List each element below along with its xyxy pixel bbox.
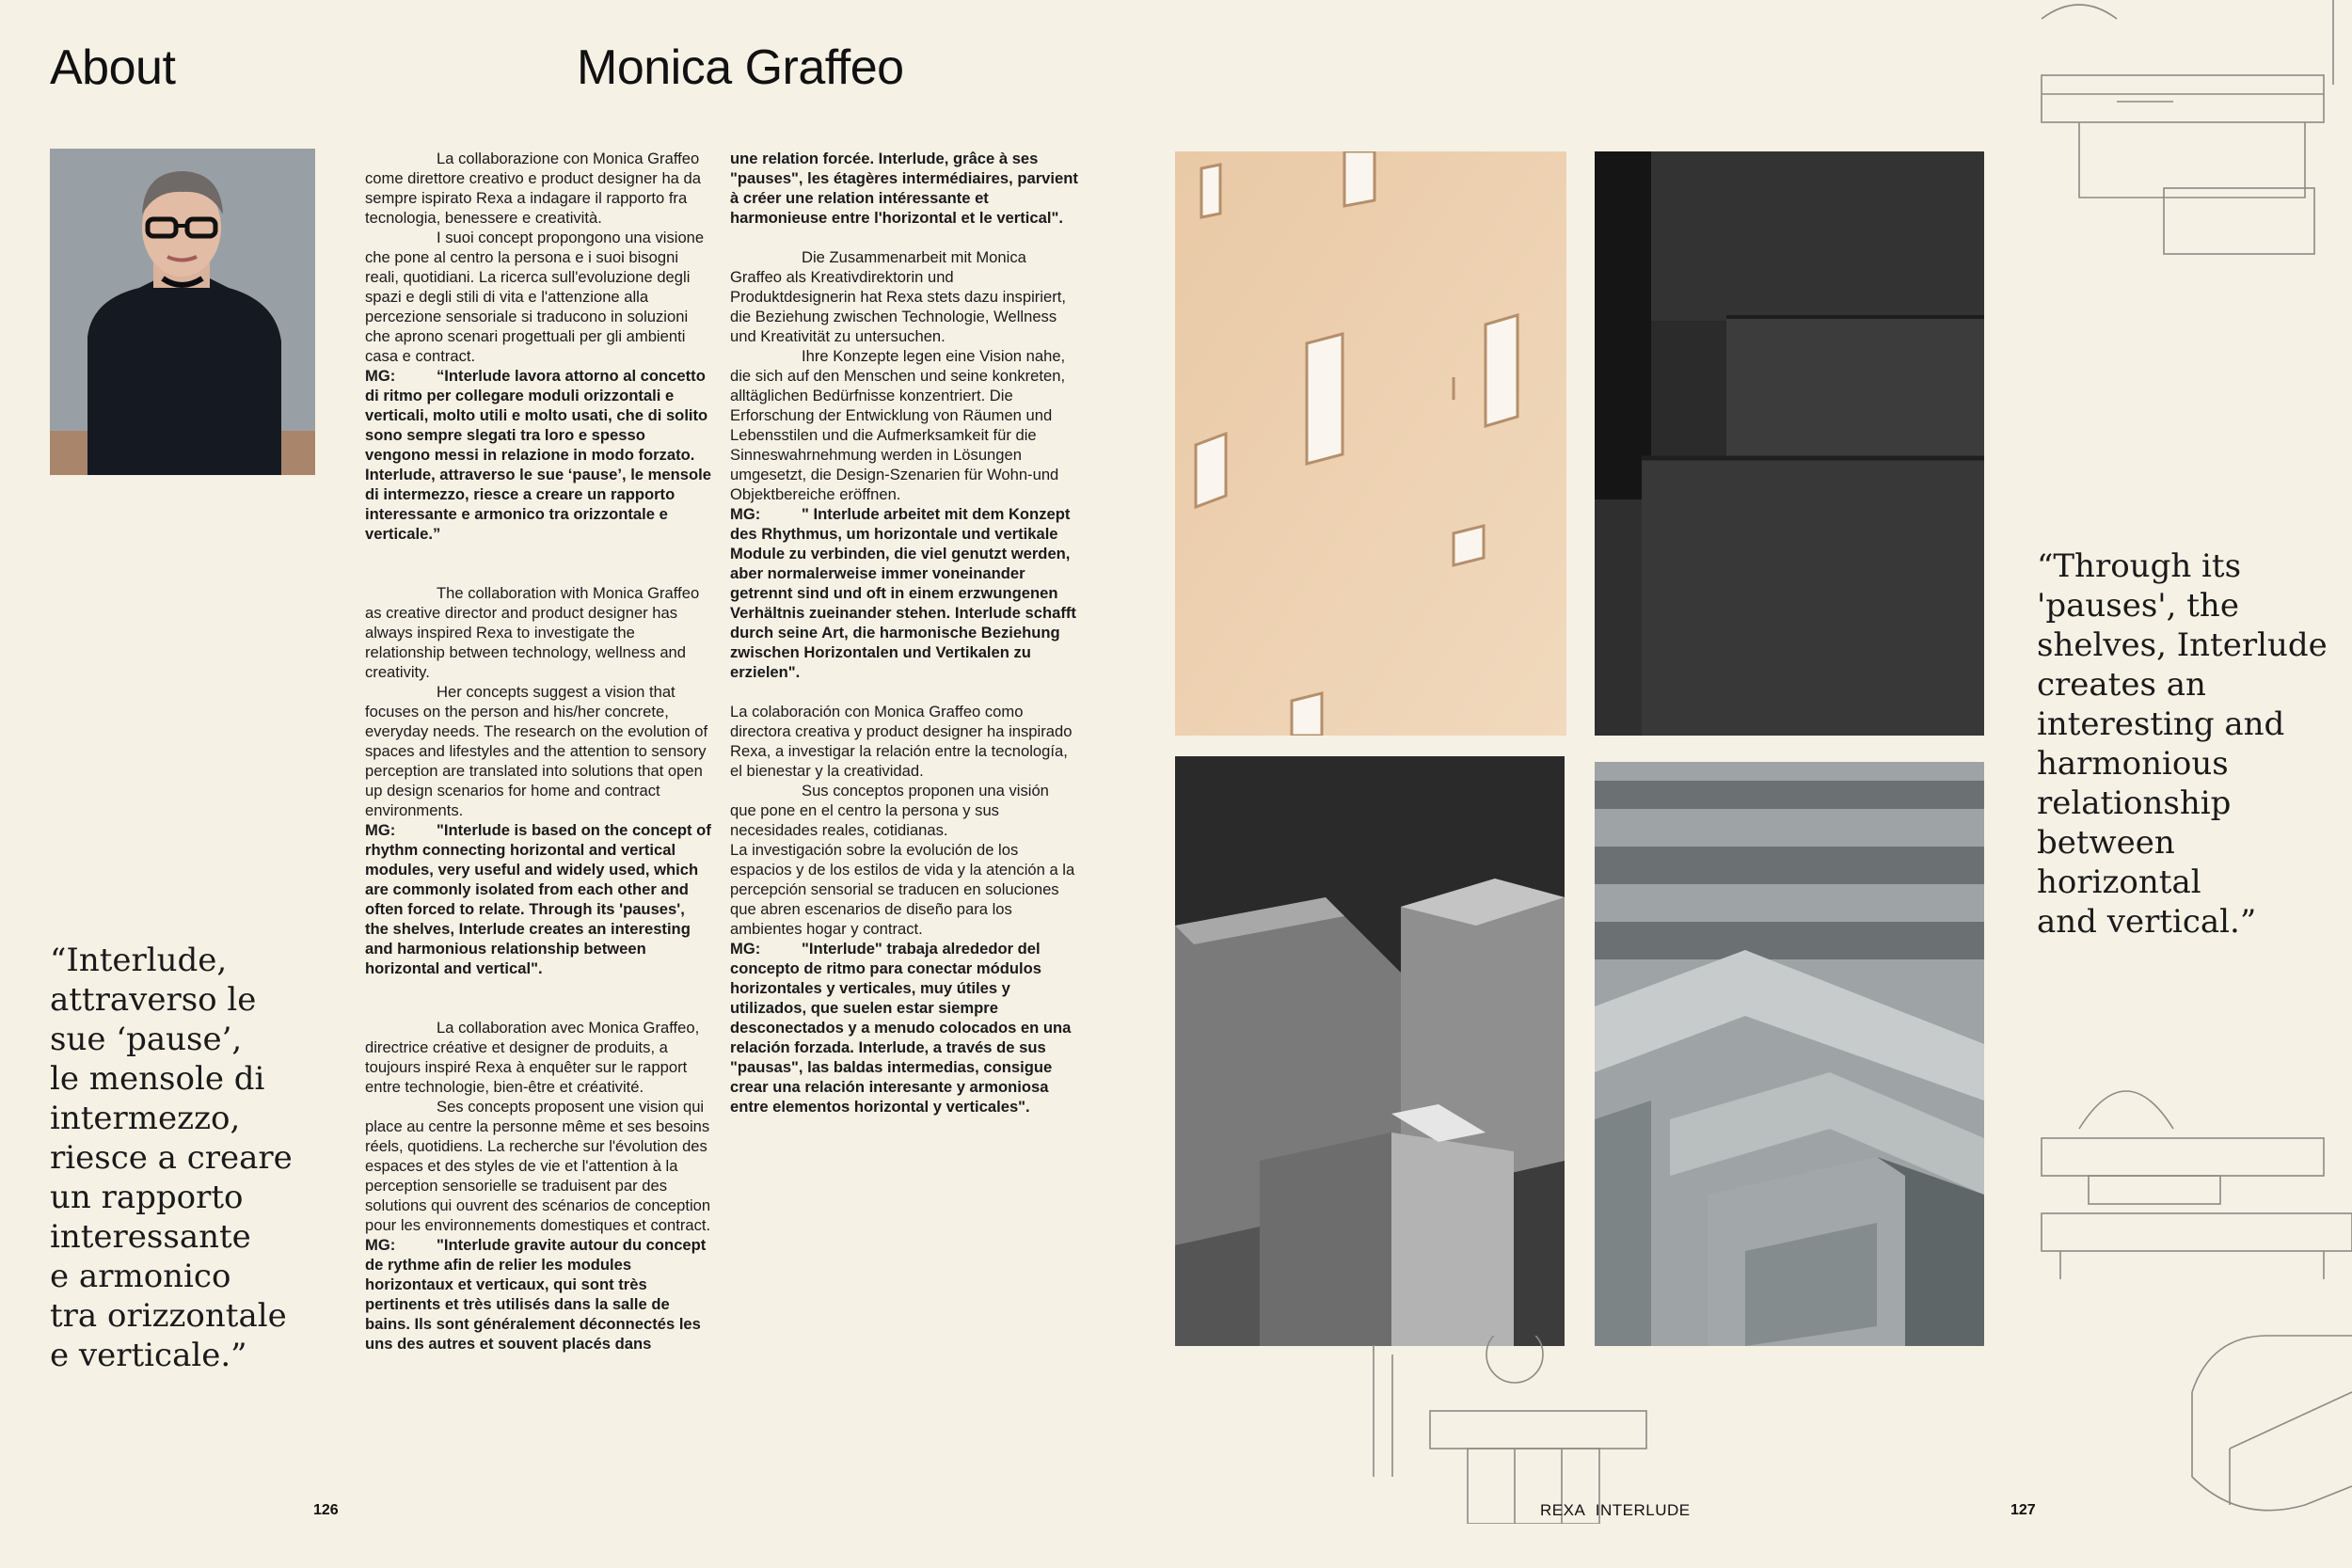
en-quote-paragraph	[365, 820, 711, 978]
mg-label: MG:	[365, 367, 396, 385]
page-number-right: 127	[2010, 1502, 2036, 1518]
page-number-left: 126	[313, 1502, 339, 1518]
de-paragraph-1: Die Zusammenarbeit mit Monica Graffeo als Kreativdirektorin und Produktdesignerin hat Rexa stets dazu inspiriert, die Beziehung zwischen Technologie, Wellness und Kreativität zu untersuchen.	[730, 248, 1066, 345]
quote-line: le mensole di	[50, 1060, 265, 1098]
text-column-1	[365, 149, 711, 1354]
photo-facade-windows	[1175, 151, 1566, 736]
quote-line: e verticale.”	[50, 1337, 247, 1374]
es-paragraph-1: La colaboración con Monica Graffeo como directora creativa y product designer ha inspirado Rexa, a investigar la relación entre la tecnología, el bienestar y la creatividad.	[730, 703, 1073, 780]
en-quote-text: "Interlude is based on the concept of rhythm connecting horizontal and vertical modules, very useful and widely used, which are commonly isolated from each other and often forced to relate. Through its 'pauses', the shelves, Interlude creates an interesting and harmonious relationship between horizontal and vertical".	[365, 821, 711, 977]
sketch-top-right	[2023, 0, 2352, 310]
quote-line: “Through its	[2037, 547, 2242, 585]
page-title: Monica Graffeo	[577, 40, 904, 95]
brand-name: REXA	[1540, 1501, 1586, 1519]
es-quote-paragraph	[730, 939, 1078, 1117]
sketch-bottom-center	[1345, 1336, 1675, 1524]
mg-label: MG:	[365, 821, 396, 839]
en-paragraph-2: Her concepts suggest a vision that focuses on the person and his/her concrete, everyday needs. The research on the evolution of spaces and lifestyles and the attention to sensory perception are translated into solutions that open up design scenarios for home and contract environments.	[365, 683, 708, 819]
quote-line: interesting and	[2037, 705, 2285, 743]
it-quote-paragraph	[365, 366, 711, 544]
fr-paragraph-2: Ses concepts proposent une vision qui place au centre la personne même et ses besoins réels, quotidiens. La recherche sur l'évolution des espaces et des styles de vie et l'attention à la perception sensorielle se traduisent par des solutions qui ouvrent des scénarios de conception pour les environnements domestiques et contract.	[365, 1098, 711, 1234]
quote-line: between	[2037, 824, 2175, 862]
fr-quote-paragraph	[365, 1235, 711, 1354]
quote-line: 'pauses', the	[2037, 587, 2239, 625]
quote-line: harmonious	[2037, 745, 2229, 783]
text-column-2	[730, 149, 1078, 1117]
quote-line: relationship	[2037, 784, 2232, 822]
fr-paragraph-1: La collaboration avec Monica Graffeo, directrice créative et designer de produits, a toujours inspiré Rexa à enquêter sur le rapport entre technologie, bien-être et créativité.	[365, 1019, 700, 1096]
it-quote-text: “Interlude lavora attorno al concetto di ritmo per collegare moduli orizzontali e verticali, molto utili e molto usati, che di solito sono sempre slegati tra loro e spesso vengono messi in relazione in modo forzato. Interlude, attraverso le sue ‘pause’, le mensole di intermezzo, riesce a creare un rapporto interessante e armonico tra orizzontale e verticale.”	[365, 367, 711, 543]
photo-concrete-cubes	[1175, 756, 1565, 1346]
quote-line: riesce a creare	[50, 1139, 293, 1177]
fr-quote-text-end: une relation forcée. Interlude, grâce à ses "pauses", les étagères intermédiaires, parvient à créer une relation intéressante et harmonieuse entre l'horizontal et le vertical".	[730, 150, 1078, 227]
it-paragraph-2: I suoi concept propongono una visione che pone al centro la persona e i suoi bisogni reali, quotidiani. La ricerca sull'evoluzione degli spazi e degli stili di vita e l'attenzione alla percezione sensoriale si traducono in soluzioni che aprono scenari progettuali per gli ambienti casa e contract.	[365, 229, 705, 365]
quote-line: interessante	[50, 1218, 251, 1256]
en-paragraph-1: The collaboration with Monica Graffeo as creative director and product designer has always inspired Rexa to investigate the relationship between technology, wellness and creativity.	[365, 584, 700, 681]
de-quote-paragraph	[730, 504, 1078, 682]
mg-label: MG:	[730, 940, 761, 958]
it-paragraph-1: La collaborazione con Monica Graffeo come direttore creativo e product designer ha da sempre ispirato Rexa a indagare il rapporto fra tecnologia, benessere e creatività.	[365, 150, 701, 227]
quote-line: un rapporto	[50, 1179, 244, 1216]
sketch-bottom-right	[2023, 1035, 2352, 1543]
quote-line: shelves, Interlude	[2037, 626, 2328, 664]
quote-line: creates an	[2037, 666, 2206, 704]
mg-label: MG:	[365, 1236, 396, 1254]
quote-line: intermezzo,	[50, 1100, 241, 1137]
product-name: INTERLUDE	[1595, 1501, 1691, 1519]
es-quote-text: "Interlude" trabaja alrededor del concepto de ritmo para conectar módulos horizontales y verticales, muy útiles y utilizados, que suelen estar siempre desconectados y a menudo colocados en una relación forzada. Interlude, a través de sus "pausas", las baldas intermedias, consigue crear una relación interesante y armoniosa entre elementos horizontal y verticales".	[730, 940, 1072, 1116]
quote-line: “Interlude,	[50, 942, 228, 979]
quote-line: and vertical.”	[2037, 903, 2257, 941]
quote-line: sue ‘pause’,	[50, 1021, 243, 1058]
de-quote-text: " Interlude arbeitet mit dem Konzept des Rhythmus, um horizontale und vertikale Module zu verbinden, die viel genutzt werden, aber normalerweise immer voneinander getrennt sind und oft in einem erzwungenen Verhältnis zueinander stehen. Interlude schafft durch seine Art, die harmonische Beziehung zwischen Horizontalen und Vertikalen zu erzielen".	[730, 505, 1076, 681]
portrait-photo	[50, 149, 315, 475]
quote-line: attraverso le	[50, 981, 257, 1019]
pull-quote-italian	[50, 941, 351, 1375]
quote-line: horizontal	[2037, 863, 2201, 901]
quote-line: e armonico	[50, 1258, 231, 1295]
photo-dark-concrete-blocks	[1595, 151, 1984, 736]
pull-quote-english	[2037, 546, 2338, 942]
mg-label: MG:	[730, 505, 761, 523]
fr-quote-text-start: "Interlude gravite autour du concept de rythme afin de relier les modules horizontaux et verticaux, qui sont très pertinents et très utilisés dans la salle de bains. Ils sont généralement déconnectés les uns des autres et souvent placés dans	[365, 1236, 707, 1353]
de-paragraph-2: Ihre Konzepte legen eine Vision nahe, die sich auf den Menschen und seine konkreten, alltäglichen Bedürfnisse konzentriert. Die Erforschung der Entwicklung von Räumen und Lebensstilen und die Aufmerksamkeit für die Sinneswahrnehmung werden in Lösungen umgesetzt, die Design-Szenarien für Wohn-und Objektbereiche eröffnen.	[730, 347, 1066, 503]
section-title: About	[50, 40, 176, 95]
photo-grey-shelf-modules	[1595, 762, 1984, 1346]
footer-brand	[1540, 1501, 1691, 1520]
es-paragraph-2a: Sus conceptos proponen una visión que pone en el centro la persona y sus necesidades reales, cotidianas.	[730, 782, 1049, 839]
es-paragraph-2b: La investigación sobre la evolución de los espacios y de los estilos de vida y la atención a la percepción sensorial se traducen en soluciones que abren escenarios de diseño para los ambientes hogar y contract.	[730, 841, 1075, 938]
quote-line: tra orizzontale	[50, 1297, 287, 1335]
